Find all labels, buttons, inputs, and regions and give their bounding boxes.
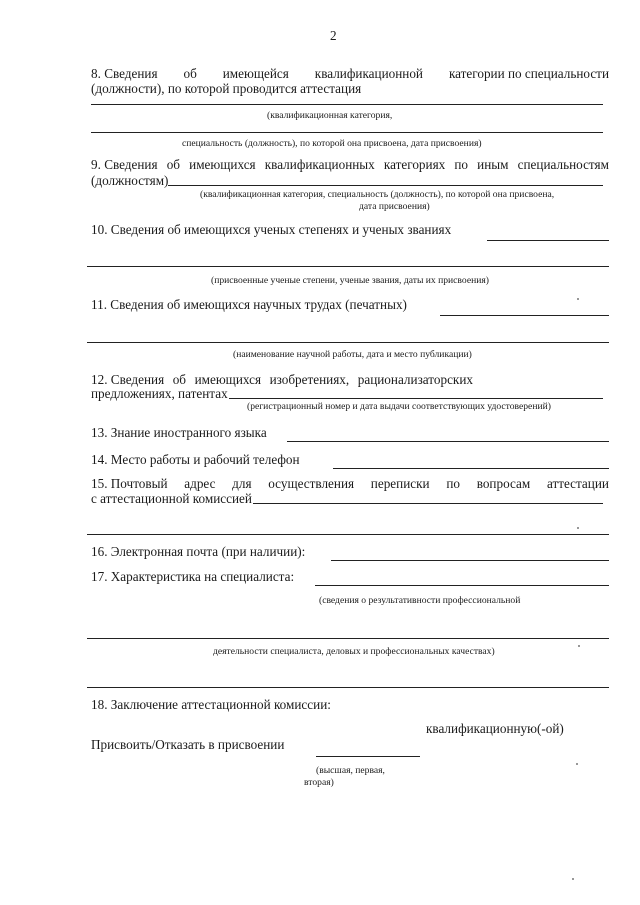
section-18-title: 18. Заключение аттестационной комиссии: [91, 697, 331, 712]
section-16-field[interactable] [331, 560, 609, 561]
section-17-hint-2: деятельности специалиста, деловых и профессиональных качествах) [213, 646, 495, 657]
section-10-field-2[interactable] [87, 266, 609, 267]
scan-speck [578, 645, 580, 647]
section-17-hint-1: (сведения о результативности профессиональной [319, 595, 521, 606]
section-8-word: об [183, 66, 197, 81]
section-8-hint-2: специальность (должность), по которой она присвоена, дата присвоения) [182, 138, 482, 149]
section-17-title: 17. Характеристика на специалиста: [91, 569, 295, 584]
section-14-title: 14. Место работы и рабочий телефон [91, 452, 300, 467]
section-18-qualification: квалификационную(-ой) [426, 721, 564, 736]
section-15-field-1[interactable] [253, 503, 603, 504]
section-8-field-2[interactable] [91, 132, 603, 133]
section-12-word: об [172, 372, 187, 387]
section-12-word: изобретениях, [269, 372, 350, 387]
section-9-word: категориях [383, 157, 446, 172]
section-16-title: 16. Электронная почта (при наличии): [91, 544, 306, 559]
scan-speck [576, 763, 578, 765]
section-17-field-2[interactable] [87, 638, 609, 639]
section-10-field-1[interactable] [487, 240, 609, 241]
scan-speck [572, 878, 574, 880]
section-8-word: квалификационной [314, 66, 423, 81]
section-15-field-2[interactable] [87, 534, 609, 535]
section-8-line2: (должности), по которой проводится аттестация [91, 81, 362, 96]
section-15-word: адрес [184, 476, 216, 491]
section-9-hint-1: (квалификационная категория, специальность (должность), по которой она присвоена, [200, 189, 555, 200]
section-15-line2: с аттестационной комиссией [91, 491, 252, 506]
section-12-field[interactable] [229, 398, 603, 399]
section-17-field-3[interactable] [87, 687, 609, 688]
section-18-hint-1: (высшая, первая, [316, 765, 385, 776]
section-18-assign: Присвоить/Отказать в присвоении [91, 737, 285, 752]
section-8-word: имеющейся [222, 66, 289, 81]
section-9-hint-2: дата присвоения) [359, 201, 430, 212]
section-12-word: рационализаторских [357, 372, 473, 387]
scan-speck [577, 298, 579, 300]
section-9-word: имеющихся [189, 157, 256, 172]
section-15-word: для [232, 476, 252, 491]
section-9-line2: (должностям) [91, 173, 169, 188]
section-11-field-2[interactable] [87, 342, 609, 343]
section-8-field-1[interactable] [91, 104, 603, 105]
section-15-word: переписки [370, 476, 430, 491]
section-9-title [91, 157, 609, 173]
section-13-field[interactable] [287, 441, 609, 442]
section-15-title [91, 476, 609, 492]
section-12-word: имеющихся [194, 372, 262, 387]
section-9-word: об [166, 157, 181, 172]
section-9-word: 9. Сведения [91, 157, 158, 172]
section-13-title: 13. Знание иностранного языка [91, 425, 267, 440]
section-15-word: аттестации [546, 476, 609, 491]
page-number: 2 [330, 28, 337, 43]
section-12-line2: предложениях, патентах [91, 386, 228, 401]
section-12-word: 12. Сведения [91, 372, 165, 387]
section-11-field-1[interactable] [440, 315, 609, 316]
section-10-title: 10. Сведения об имеющихся ученых степенях и ученых званиях [91, 222, 452, 237]
scan-speck [577, 527, 579, 529]
section-9-word: по [454, 157, 469, 172]
section-18-hint-2: вторая) [304, 777, 334, 788]
section-17-field-1[interactable] [315, 585, 609, 586]
section-9-field[interactable] [168, 185, 603, 186]
section-15-word: 15. Почтовый [91, 476, 168, 491]
section-14-field[interactable] [333, 468, 609, 469]
section-12-hint: (регистрационный номер и дата выдачи соответствующих удостоверений) [247, 401, 551, 412]
section-10-hint: (присвоенные ученые степени, ученые звания, даты их присвоения) [211, 275, 489, 286]
section-15-word: осуществления [268, 476, 355, 491]
section-15-word: по [446, 476, 460, 491]
section-8-word: 8. Сведения [91, 66, 158, 81]
section-8-hint-1: (квалификационная категория, [267, 110, 393, 121]
section-11-title: 11. Сведения об имеющихся научных трудах (печатных) [91, 297, 407, 312]
section-11-hint: (наименование научной работы, дата и место публикации) [233, 349, 472, 360]
section-8-word: категории по специальности [448, 66, 609, 81]
section-18-category-field[interactable] [316, 756, 420, 757]
section-9-word: иным [477, 157, 509, 172]
section-9-word: квалификационных [264, 157, 375, 172]
section-15-word: вопросам [476, 476, 531, 491]
section-9-word: специальностям [517, 157, 609, 172]
section-8-title [91, 66, 609, 82]
